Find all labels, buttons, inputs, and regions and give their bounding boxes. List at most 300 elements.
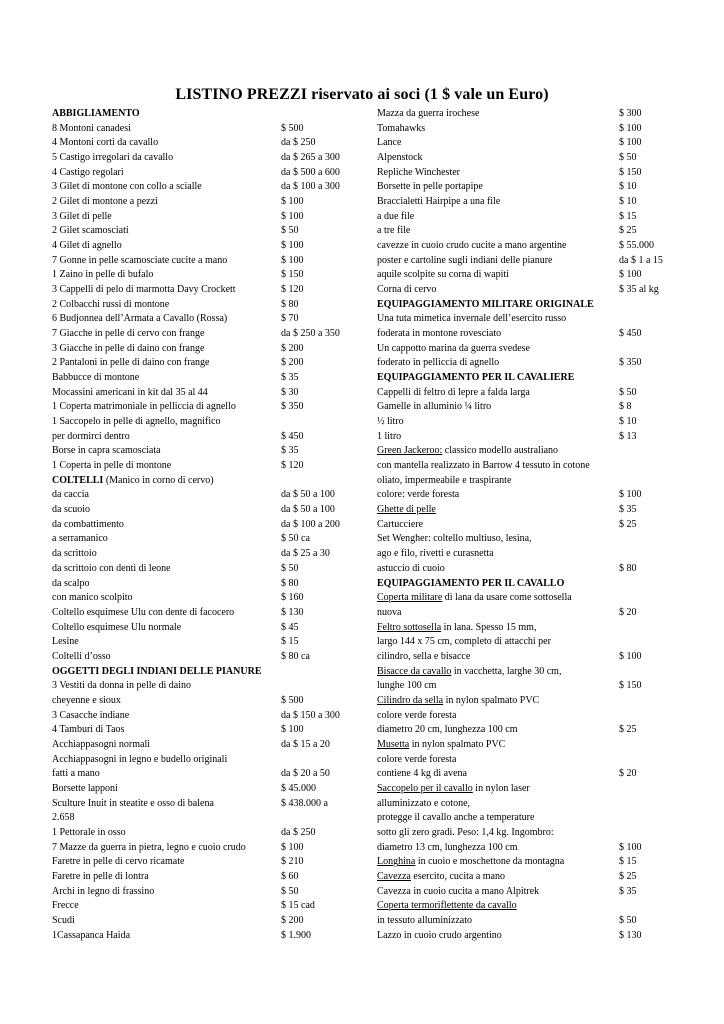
item-price: $ 50	[281, 562, 299, 574]
price-row	[377, 430, 677, 445]
section-heading	[377, 577, 677, 592]
item-price: $ 450	[281, 430, 304, 442]
price-row	[377, 929, 677, 944]
item-price: $ 35 al kg	[619, 284, 659, 296]
description-suffix: in vacchetta, larghe 30 cm,	[451, 665, 562, 677]
price-row	[377, 606, 677, 621]
price-row	[52, 738, 368, 753]
description-suffix: classico modello australiano	[442, 445, 559, 457]
item-price: $ 50	[281, 225, 299, 237]
description-text: Faretre in pelle di cervo ricamate	[52, 856, 185, 868]
item-description	[52, 841, 246, 856]
description-text: 2 Colbacchi russi di montone	[52, 298, 170, 310]
item-description	[52, 254, 227, 269]
item-description	[377, 841, 518, 856]
price-row	[52, 327, 368, 342]
item-price: $ 70	[281, 313, 299, 325]
item-price: $ 100	[619, 122, 642, 134]
item-description	[377, 459, 590, 474]
item-description	[377, 356, 499, 371]
item-description	[52, 180, 202, 195]
price-row	[52, 210, 368, 225]
description-text: 4 Tamburi di Taos	[52, 724, 125, 736]
item-price: da $ 250 a 350	[281, 328, 340, 340]
item-price: $ 100	[281, 841, 304, 853]
description-text: Longhina	[377, 856, 416, 868]
description-text: protegge il cavallo anche a temperature	[377, 812, 535, 824]
item-description	[377, 488, 459, 503]
item-price: $ 80	[619, 562, 637, 574]
item-price: $ 80 ca	[281, 650, 310, 662]
item-description	[377, 166, 460, 181]
description-text: contiene 4 kg di avena	[377, 768, 467, 780]
price-row	[377, 782, 677, 797]
price-row	[52, 767, 368, 782]
item-description	[377, 591, 572, 606]
price-row	[52, 885, 368, 900]
item-price: $ 100	[281, 254, 304, 266]
description-text: nuova	[377, 606, 402, 618]
price-row	[377, 723, 677, 738]
price-row	[52, 562, 368, 577]
item-price: da $ 1 a 15	[619, 254, 663, 266]
item-price: $ 100	[619, 489, 642, 501]
item-price: $ 45.000	[281, 782, 316, 794]
item-description	[52, 577, 90, 592]
item-description	[52, 503, 90, 518]
description-text: 7 Gonne in pelle scamosciate cucite a mano	[52, 254, 228, 266]
price-row	[52, 532, 368, 547]
item-price: $ 25	[619, 225, 637, 237]
description-text: cilindro, sella e bisacce	[377, 650, 471, 662]
description-text: EQUIPAGGIAMENTO PER IL CAVALLO	[377, 577, 565, 589]
price-row	[377, 283, 677, 298]
right-column	[377, 107, 677, 943]
description-text: 4 Montoni corti da cavallo	[52, 137, 159, 149]
item-price: $ 25	[619, 870, 637, 882]
description-text: Musetta	[377, 738, 410, 750]
price-row	[377, 474, 677, 489]
price-row	[377, 709, 677, 724]
item-price: $ 35	[281, 445, 299, 457]
item-description	[377, 107, 479, 122]
price-row	[52, 899, 368, 914]
item-price: da $ 50 a 100	[281, 489, 335, 501]
price-row	[52, 459, 368, 474]
item-description	[52, 929, 130, 944]
description-text: Coltelli d’osso	[52, 650, 111, 662]
item-price: $ 45	[281, 621, 299, 633]
price-row	[377, 665, 677, 680]
item-description	[377, 738, 505, 753]
description-text: 3 Giacche in pelle di daino con frange	[52, 342, 205, 354]
item-description	[377, 679, 436, 694]
item-description	[52, 444, 161, 459]
price-row	[377, 738, 677, 753]
description-text: 3 Casacche indiane	[52, 709, 130, 721]
price-row	[52, 136, 368, 151]
price-row	[52, 180, 368, 195]
price-row	[377, 826, 677, 841]
item-description	[52, 474, 214, 489]
description-text: Bisacce da cavallo	[377, 665, 452, 677]
description-text: da combattimento	[52, 518, 124, 530]
description-text: da scalpo	[52, 577, 90, 589]
item-price: $ 50	[619, 386, 637, 398]
description-suffix: in lana. Spesso 15 mm,	[441, 621, 537, 633]
item-description	[377, 855, 564, 870]
item-price: $ 500	[281, 694, 304, 706]
price-row	[52, 298, 368, 313]
item-price: $ 50 ca	[281, 533, 310, 545]
item-price: $ 438.000 a	[281, 797, 328, 809]
description-text: lunghe 100 cm	[377, 680, 437, 692]
item-price: da $ 250	[281, 137, 316, 149]
price-row	[377, 562, 677, 577]
description-text: da scrittoio	[52, 548, 97, 560]
description-text: diametro 13 cm, lunghezza 100 cm	[377, 841, 518, 853]
description-text: Sculture Inuit in steatite e osso di balena	[52, 797, 214, 809]
description-suffix: in cuoio e moschettone da montagna	[415, 856, 565, 868]
item-description	[377, 518, 423, 533]
description-text: 7 Mazze da guerra in pietra, legno e cuoio crudo	[52, 841, 246, 853]
item-description	[52, 430, 130, 445]
description-text: Coltello esquimese Ulu normale	[52, 621, 182, 633]
item-price: $ 100	[281, 240, 304, 252]
item-description	[52, 679, 191, 694]
section-heading	[52, 107, 368, 122]
item-price: $ 100	[619, 269, 642, 281]
price-row	[377, 136, 677, 151]
price-row	[377, 841, 677, 856]
item-price: $ 300	[619, 108, 642, 119]
item-price: $ 200	[281, 342, 304, 354]
price-row	[377, 342, 677, 357]
item-description	[377, 151, 423, 166]
description-text: Borse in capra scamosciata	[52, 445, 161, 457]
item-description	[377, 826, 554, 841]
description-suffix: esercito, cucita a mano	[410, 870, 505, 882]
item-description	[377, 709, 456, 724]
description-text: astuccio di cuoio	[377, 562, 445, 574]
description-text: 2.658	[52, 812, 75, 824]
item-price: $ 200	[281, 357, 304, 369]
price-row	[52, 914, 368, 929]
price-row	[377, 767, 677, 782]
description-text: cavezze in cuoio crudo cucite a mano argentine	[377, 240, 567, 252]
description-text: 1 Coperta in pelle di montone	[52, 460, 172, 472]
description-text: Saccopelo per il cavallo	[377, 782, 473, 794]
item-description	[377, 547, 494, 562]
item-price: $ 15	[619, 210, 637, 222]
price-row	[52, 547, 368, 562]
item-price: $ 100	[619, 650, 642, 662]
description-text: Borsette lapponi	[52, 782, 118, 794]
item-description	[377, 180, 483, 195]
price-row	[52, 312, 368, 327]
price-row	[52, 239, 368, 254]
description-text: colore verde foresta	[377, 709, 457, 721]
price-row	[52, 606, 368, 621]
description-text: 4 Castigo regolari	[52, 166, 124, 178]
item-price: $ 450	[619, 328, 642, 340]
item-price: $ 100	[281, 196, 304, 208]
item-description	[52, 518, 124, 533]
price-row	[377, 518, 677, 533]
description-text: foderato in pelliccia di agnello	[377, 357, 500, 369]
description-text: Coperta militare	[377, 592, 443, 604]
description-text: Feltro sottosella	[377, 621, 442, 633]
price-row	[377, 503, 677, 518]
price-row	[377, 811, 677, 826]
item-description	[377, 606, 401, 621]
item-price: $ 1.900	[281, 929, 311, 941]
price-row	[377, 415, 677, 430]
price-row	[377, 797, 677, 812]
description-text: OGGETTI DEGLI INDIANI DELLE PIANURE	[52, 665, 262, 677]
price-row	[52, 811, 368, 826]
item-price: da $ 265 a 300	[281, 152, 340, 164]
item-description	[52, 562, 171, 577]
description-text: Lazzo in cuoio crudo argentino	[377, 929, 502, 941]
description-text: 7 Giacche in pelle di cervo con frange	[52, 328, 205, 340]
price-row	[52, 195, 368, 210]
description-text: Gamelle in alluminio ¼ litro	[377, 401, 492, 413]
price-row	[52, 709, 368, 724]
price-row	[52, 122, 368, 137]
description-text: diametro 20 cm, lunghezza 100 cm	[377, 724, 518, 736]
description-text: da caccia	[52, 489, 89, 501]
item-price: $ 200	[281, 914, 304, 926]
price-row	[377, 224, 677, 239]
item-description	[377, 503, 436, 518]
description-text: a due file	[377, 210, 415, 222]
description-text: a tre file	[377, 225, 411, 237]
description-text: Mocassini americani in kit dal 35 al 44	[52, 386, 208, 398]
item-price: $ 20	[619, 606, 637, 618]
item-description	[377, 562, 445, 577]
item-price: da $ 100 a 200	[281, 518, 340, 530]
item-description	[52, 709, 129, 724]
item-description	[377, 283, 436, 298]
item-price: $ 100	[281, 724, 304, 736]
item-price: $ 130	[281, 606, 304, 618]
description-text: Acchiappasogni normali	[52, 738, 151, 750]
item-price: da $ 150 a 300	[281, 709, 340, 721]
price-row	[52, 430, 368, 445]
item-description	[52, 195, 158, 210]
description-text: cheyenne e sioux	[52, 694, 121, 706]
item-price: $ 50	[281, 885, 299, 897]
price-row	[52, 254, 368, 269]
item-price: $ 10	[619, 416, 637, 428]
item-description	[377, 400, 491, 415]
price-row	[377, 459, 677, 474]
item-description	[52, 870, 149, 885]
description-text: 1 litro	[377, 430, 402, 442]
item-description	[377, 899, 517, 914]
description-text: colore verde foresta	[377, 753, 457, 765]
item-price: $ 10	[619, 181, 637, 193]
description-suffix: di lana da usare come sottosella	[442, 592, 572, 604]
price-row	[377, 166, 677, 181]
description-text: 3 Gilet di montone con collo a scialle	[52, 181, 202, 193]
price-row	[52, 870, 368, 885]
description-text: oliato, impermeabile e traspirante	[377, 474, 512, 486]
item-price: da $ 25 a 30	[281, 548, 330, 560]
item-description	[52, 738, 150, 753]
description-text: 5 Castigo irregolari da cavallo	[52, 152, 174, 164]
left-column	[52, 107, 368, 943]
item-price: $ 25	[619, 518, 637, 530]
description-text: Borsette in pelle portapipe	[377, 181, 483, 193]
item-description	[377, 444, 558, 459]
description-text: sotto gli zero gradi. Peso: 1,4 kg. Ingombro:	[377, 826, 554, 838]
description-text: largo 144 x 75 cm, completo di attacchi per	[377, 636, 551, 648]
price-row	[377, 400, 677, 415]
item-description	[52, 371, 139, 386]
page-title: LISTINO PREZZI riservato ai soci (1 $ vale un Euro)	[175, 86, 549, 103]
item-price: $ 160	[281, 592, 304, 604]
price-row	[377, 356, 677, 371]
item-price: $ 150	[619, 680, 642, 692]
description-text: Lesine	[52, 636, 79, 648]
section-heading	[52, 474, 368, 489]
description-text: 6 Budjonnea dell’Armata a Cavallo (Rossa)	[52, 313, 228, 325]
description-text: 1 Saccopelo in pelle di agnello, magnifico	[52, 416, 221, 428]
item-description	[377, 386, 530, 401]
price-row	[377, 870, 677, 885]
item-price: $ 60	[281, 870, 299, 882]
item-description	[52, 665, 262, 680]
price-row	[52, 753, 368, 768]
item-price: $ 55.000	[619, 240, 654, 252]
item-description	[377, 723, 518, 738]
description-text: Cartucciere	[377, 518, 424, 530]
description-text: aquile scolpite su corna di wapiti	[377, 269, 509, 281]
price-row	[377, 239, 677, 254]
item-price: $ 100	[281, 210, 304, 222]
section-heading	[377, 298, 677, 313]
description-text: da scrittoio con denti di leone	[52, 562, 171, 574]
price-row	[377, 621, 677, 636]
description-text: Acchiappasogni in legno e budello originali	[52, 753, 228, 765]
description-text: Scudi	[52, 914, 75, 926]
item-description	[377, 782, 530, 797]
description-text: colore: verde foresta	[377, 489, 460, 501]
item-description	[377, 239, 566, 254]
description-suffix: in nylon laser	[472, 782, 530, 794]
description-text: Set Wengher: coltello multiuso, lesina,	[377, 533, 532, 545]
item-description	[377, 312, 566, 327]
description-suffix: in nylon spalmato PVC	[443, 694, 540, 706]
price-row	[52, 488, 368, 503]
price-row	[52, 283, 368, 298]
description-text: 3 Gilet di pelle	[52, 210, 112, 222]
item-description	[377, 195, 500, 210]
price-row	[52, 503, 368, 518]
description-text: 1 Pettorale in osso	[52, 826, 126, 838]
item-price: $ 100	[619, 841, 642, 853]
description-text: EQUIPAGGIAMENTO MILITARE ORIGINALE	[377, 298, 594, 310]
item-description	[52, 488, 89, 503]
description-text: 1 Coperta matrimoniale in pelliccia di agnello	[52, 401, 236, 413]
price-row	[377, 488, 677, 503]
item-price: $ 80	[281, 298, 299, 310]
description-text: 1Cassapanca Haida	[52, 929, 131, 941]
price-row	[377, 180, 677, 195]
price-row	[377, 547, 677, 562]
price-row	[52, 650, 368, 665]
item-description	[377, 797, 470, 812]
description-text: Coltello esquimese Ulu con dente di facocero	[52, 606, 235, 618]
item-price: $ 150	[619, 166, 642, 178]
price-row	[377, 532, 677, 547]
item-price: $ 20	[619, 768, 637, 780]
description-text: Repliche Winchester	[377, 166, 460, 178]
description-text: ABBIGLIAMENTO	[52, 108, 140, 119]
description-text: 2 Gilet scamosciati	[52, 225, 129, 237]
item-description	[377, 415, 404, 430]
item-description	[52, 239, 122, 254]
description-text: 3 Vestiti da donna in pelle di daino	[52, 680, 191, 692]
price-row	[377, 195, 677, 210]
item-description	[52, 723, 124, 738]
item-description	[52, 547, 97, 562]
description-text: in tessuto alluminizzato	[377, 914, 472, 926]
item-description	[52, 591, 133, 606]
description-text: Frecce	[52, 900, 79, 912]
price-row	[377, 899, 677, 914]
price-row	[52, 635, 368, 650]
price-row	[377, 386, 677, 401]
item-description	[52, 621, 181, 636]
price-row	[52, 268, 368, 283]
description-text: Cavezza	[377, 870, 411, 882]
item-price: $ 50	[619, 152, 637, 164]
item-price: da $ 50 a 100	[281, 504, 335, 516]
item-description	[52, 635, 79, 650]
item-price: $ 350	[619, 357, 642, 369]
price-row	[377, 885, 677, 900]
item-description	[377, 474, 511, 489]
item-price: $ 35	[619, 504, 637, 516]
item-description	[377, 694, 539, 709]
item-description	[52, 811, 75, 826]
price-row	[377, 268, 677, 283]
price-row	[377, 312, 677, 327]
description-text: foderata in montone rovesciato	[377, 328, 502, 340]
item-description	[377, 210, 414, 225]
item-description	[377, 635, 551, 650]
item-description	[52, 650, 111, 665]
item-price: da $ 100 a 300	[281, 181, 340, 193]
item-price: $ 100	[619, 137, 642, 149]
item-price: $ 150	[281, 269, 304, 281]
item-price: da $ 500 a 600	[281, 166, 340, 178]
item-description	[377, 532, 532, 547]
description-text: da scuoio	[52, 504, 91, 516]
item-description	[52, 356, 209, 371]
price-row	[52, 782, 368, 797]
price-row	[377, 122, 677, 137]
item-description	[52, 606, 234, 621]
item-description	[52, 210, 112, 225]
item-description	[52, 312, 227, 327]
item-price: $ 13	[619, 430, 637, 442]
description-text: con mantella realizzato in Barrow 4 tessuto in cotone	[377, 460, 590, 472]
item-price: $ 50	[619, 914, 637, 926]
